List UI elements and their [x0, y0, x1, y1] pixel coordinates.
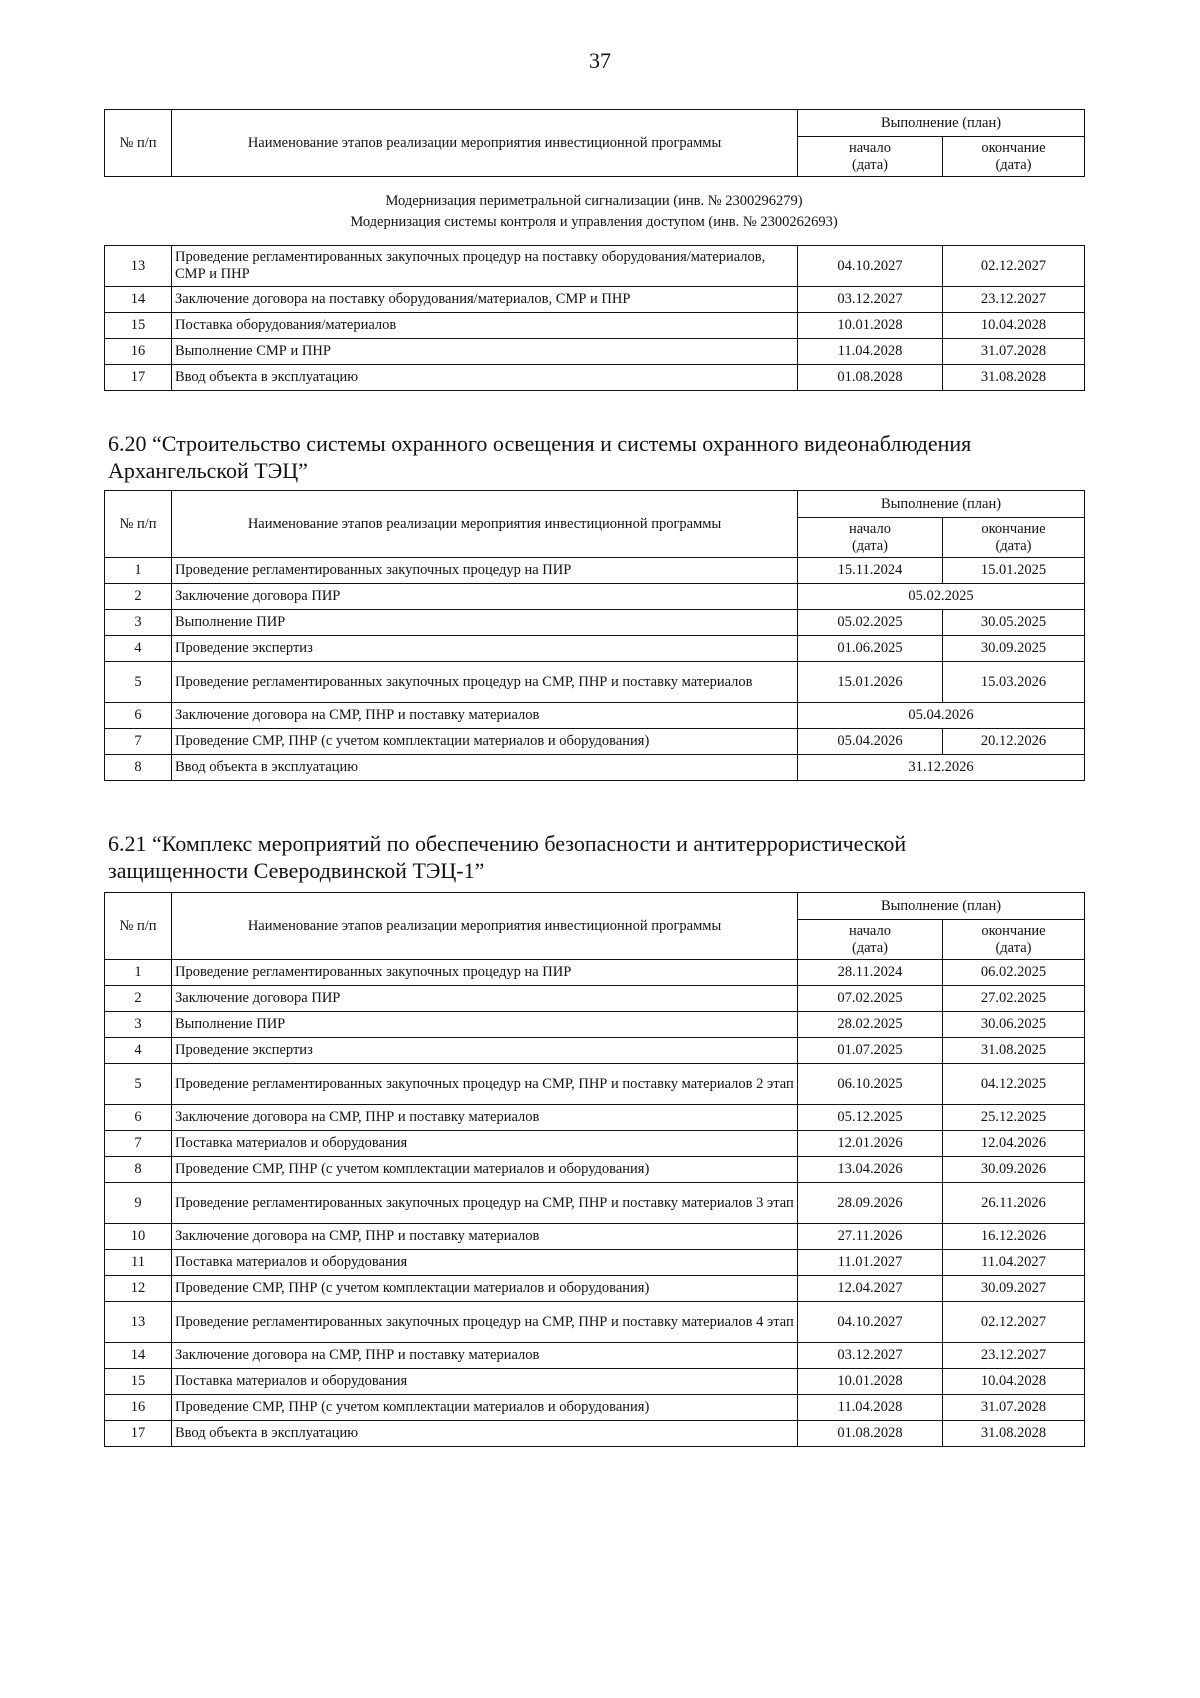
row-stage-name: Выполнение СМР и ПНР: [172, 339, 798, 365]
row-number: 1: [105, 960, 172, 986]
row-number: 6: [105, 703, 172, 729]
row-number: 16: [105, 1395, 172, 1421]
row-start-date: 01.08.2028: [798, 365, 943, 391]
row-stage-name: Проведение регламентированных закупочных процедур на СМР, ПНР и поставку материалов: [172, 662, 798, 703]
row-start-date: 15.01.2026: [798, 662, 943, 703]
table-row: [105, 313, 1085, 339]
subtitle-line: Модернизация системы контроля и управления доступом (инв. № 2300262693): [350, 214, 838, 230]
row-start-date: 04.10.2027: [798, 1302, 943, 1343]
row-number: 8: [105, 1157, 172, 1183]
table-row: [105, 558, 1085, 584]
row-stage-name: Заключение договора на поставку оборудования/материалов, СМР и ПНР: [172, 287, 798, 313]
row-number: 5: [105, 1064, 172, 1105]
row-stage-name: Поставка материалов и оборудования: [172, 1250, 798, 1276]
row-stage-name: Проведение регламентированных закупочных процедур на СМР, ПНР и поставку материалов 2 этап: [172, 1064, 798, 1105]
row-number: 13: [105, 1302, 172, 1343]
row-stage-name: Заключение договора на СМР, ПНР и поставку материалов: [172, 1343, 798, 1369]
row-start-date: 05.02.2025: [798, 610, 943, 636]
row-end-date: 12.04.2026: [943, 1131, 1085, 1157]
table-row: [105, 1302, 1085, 1343]
row-stage-name: Проведение СМР, ПНР (с учетом комплектации материалов и оборудования): [172, 1157, 798, 1183]
row-end-date: 30.09.2025: [943, 636, 1085, 662]
table-row: [105, 1131, 1085, 1157]
row-stage-name: Проведение регламентированных закупочных процедур на поставку оборудования/материалов, СМР и ПНР: [172, 246, 798, 287]
row-number: 16: [105, 339, 172, 365]
row-end-date: 25.12.2025: [943, 1105, 1085, 1131]
table-row: [105, 1369, 1085, 1395]
row-start-date: 11.04.2028: [798, 339, 943, 365]
row-number: 3: [105, 610, 172, 636]
table-row: [105, 610, 1085, 636]
row-start-date: 28.09.2026: [798, 1183, 943, 1224]
row-end-date: 15.01.2025: [943, 558, 1085, 584]
row-start-date: 06.10.2025: [798, 1064, 943, 1105]
table-row: [105, 1064, 1085, 1105]
row-start-date: 13.04.2026: [798, 1157, 943, 1183]
row-number: 7: [105, 729, 172, 755]
table-row: [105, 986, 1085, 1012]
row-end-date: 30.09.2026: [943, 1157, 1085, 1183]
row-end-date: 15.03.2026: [943, 662, 1085, 703]
row-number: 10: [105, 1224, 172, 1250]
row-date-merged: 31.12.2026: [798, 755, 1085, 781]
section-6-21-title: 6.21 “Комплекс мероприятий по обеспечению безопасности и антитеррористической защищенности Северодвинской ТЭЦ-1”: [108, 831, 907, 883]
table-row: [105, 1157, 1085, 1183]
table-row: [105, 1250, 1085, 1276]
header-execution: Выполнение (план): [798, 893, 1085, 920]
row-number: 4: [105, 636, 172, 662]
table-row: [105, 1395, 1085, 1421]
header-start: начало (дата): [798, 137, 943, 177]
table-row: [105, 755, 1085, 781]
row-number: 5: [105, 662, 172, 703]
row-start-date: 11.01.2027: [798, 1250, 943, 1276]
row-number: 2: [105, 986, 172, 1012]
table-1-header: [104, 109, 1085, 177]
row-start-date: 28.11.2024: [798, 960, 943, 986]
row-start-date: 15.11.2024: [798, 558, 943, 584]
row-start-date: 12.04.2027: [798, 1276, 943, 1302]
table-row: [105, 1105, 1085, 1131]
row-start-date: 01.06.2025: [798, 636, 943, 662]
table-row: [105, 1421, 1085, 1447]
row-end-date: 10.04.2028: [943, 1369, 1085, 1395]
row-start-date: 05.04.2026: [798, 729, 943, 755]
table-row: [105, 960, 1085, 986]
table-6-20: [104, 490, 1085, 781]
row-start-date: 03.12.2027: [798, 1343, 943, 1369]
row-stage-name: Заключение договора на СМР, ПНР и поставку материалов: [172, 1105, 798, 1131]
table-row: [105, 729, 1085, 755]
row-end-date: 30.05.2025: [943, 610, 1085, 636]
header-execution: Выполнение (план): [798, 491, 1085, 518]
row-end-date: 26.11.2026: [943, 1183, 1085, 1224]
row-stage-name: Поставка материалов и оборудования: [172, 1131, 798, 1157]
row-end-date: 02.12.2027: [943, 1302, 1085, 1343]
row-end-date: 31.08.2028: [943, 1421, 1085, 1447]
row-end-date: 31.08.2028: [943, 365, 1085, 391]
row-number: 12: [105, 1276, 172, 1302]
row-stage-name: Проведение СМР, ПНР (с учетом комплектации материалов и оборудования): [172, 1276, 798, 1302]
row-end-date: 20.12.2026: [943, 729, 1085, 755]
row-number: 1: [105, 558, 172, 584]
table-row: [105, 584, 1085, 610]
row-stage-name: Проведение экспертиз: [172, 1038, 798, 1064]
row-number: 14: [105, 287, 172, 313]
row-stage-name: Выполнение ПИР: [172, 610, 798, 636]
row-end-date: 31.08.2025: [943, 1038, 1085, 1064]
row-stage-name: Заключение договора ПИР: [172, 584, 798, 610]
row-stage-name: Проведение регламентированных закупочных процедур на ПИР: [172, 558, 798, 584]
header-end: окончание (дата): [943, 137, 1085, 177]
header-name: Наименование этапов реализации мероприятия инвестиционной программы: [172, 893, 798, 960]
table-1-body: [104, 245, 1085, 391]
table-row: [105, 339, 1085, 365]
table-row: [105, 1343, 1085, 1369]
row-end-date: 23.12.2027: [943, 287, 1085, 313]
row-date-merged: 05.04.2026: [798, 703, 1085, 729]
table-row: [105, 703, 1085, 729]
row-number: 6: [105, 1105, 172, 1131]
row-number: 15: [105, 1369, 172, 1395]
table-row: [105, 287, 1085, 313]
row-stage-name: Выполнение ПИР: [172, 1012, 798, 1038]
row-start-date: 05.12.2025: [798, 1105, 943, 1131]
row-end-date: 04.12.2025: [943, 1064, 1085, 1105]
row-number: 4: [105, 1038, 172, 1064]
row-number: 17: [105, 365, 172, 391]
header-num: № п/п: [105, 893, 172, 960]
header-end: окончание (дата): [943, 518, 1085, 558]
row-start-date: 07.02.2025: [798, 986, 943, 1012]
row-number: 17: [105, 1421, 172, 1447]
row-number: 14: [105, 1343, 172, 1369]
header-end: окончание (дата): [943, 920, 1085, 960]
row-start-date: 10.01.2028: [798, 1369, 943, 1395]
header-num: № п/п: [105, 110, 172, 177]
header-start: начало (дата): [798, 920, 943, 960]
row-end-date: 02.12.2027: [943, 246, 1085, 287]
row-start-date: 04.10.2027: [798, 246, 943, 287]
row-number: 13: [105, 246, 172, 287]
row-number: 2: [105, 584, 172, 610]
row-start-date: 03.12.2027: [798, 287, 943, 313]
row-end-date: 11.04.2027: [943, 1250, 1085, 1276]
row-number: 11: [105, 1250, 172, 1276]
table-row: [105, 1276, 1085, 1302]
table-row: [105, 662, 1085, 703]
row-start-date: 12.01.2026: [798, 1131, 943, 1157]
row-stage-name: Проведение регламентированных закупочных процедур на СМР, ПНР и поставку материалов 4 этап: [172, 1302, 798, 1343]
subtitle-line: Модернизация периметральной сигнализации (инв. № 2300296279): [385, 193, 803, 209]
row-date-merged: 05.02.2025: [798, 584, 1085, 610]
table-row: [105, 1012, 1085, 1038]
row-stage-name: Ввод объекта в эксплуатацию: [172, 755, 798, 781]
row-end-date: 27.02.2025: [943, 986, 1085, 1012]
row-start-date: 27.11.2026: [798, 1224, 943, 1250]
row-stage-name: Заключение договора ПИР: [172, 986, 798, 1012]
table-row: [105, 1224, 1085, 1250]
row-number: 7: [105, 1131, 172, 1157]
header-execution: Выполнение (план): [798, 110, 1085, 137]
header-name: Наименование этапов реализации мероприятия инвестиционной программы: [172, 491, 798, 558]
page-number: 37: [589, 48, 611, 73]
row-stage-name: Проведение регламентированных закупочных процедур на СМР, ПНР и поставку материалов 3 этап: [172, 1183, 798, 1224]
row-stage-name: Проведение регламентированных закупочных процедур на ПИР: [172, 960, 798, 986]
row-stage-name: Заключение договора на СМР, ПНР и поставку материалов: [172, 703, 798, 729]
table-row: [105, 1183, 1085, 1224]
row-stage-name: Проведение СМР, ПНР (с учетом комплектации материалов и оборудования): [172, 1395, 798, 1421]
row-start-date: 10.01.2028: [798, 313, 943, 339]
row-number: 9: [105, 1183, 172, 1224]
row-start-date: 11.04.2028: [798, 1395, 943, 1421]
row-stage-name: Заключение договора на СМР, ПНР и поставку материалов: [172, 1224, 798, 1250]
table-row: [105, 636, 1085, 662]
header-name: Наименование этапов реализации мероприятия инвестиционной программы: [172, 110, 798, 177]
row-stage-name: Проведение СМР, ПНР (с учетом комплектации материалов и оборудования): [172, 729, 798, 755]
table-row: [105, 365, 1085, 391]
row-stage-name: Поставка оборудования/материалов: [172, 313, 798, 339]
row-number: 3: [105, 1012, 172, 1038]
row-stage-name: Проведение экспертиз: [172, 636, 798, 662]
row-stage-name: Поставка материалов и оборудования: [172, 1369, 798, 1395]
row-end-date: 16.12.2026: [943, 1224, 1085, 1250]
row-number: 15: [105, 313, 172, 339]
row-start-date: 01.08.2028: [798, 1421, 943, 1447]
header-start: начало (дата): [798, 518, 943, 558]
row-start-date: 28.02.2025: [798, 1012, 943, 1038]
table-row: [105, 246, 1085, 287]
table-row: [105, 1038, 1085, 1064]
header-num: № п/п: [105, 491, 172, 558]
table-6-21: [104, 892, 1085, 1447]
row-stage-name: Ввод объекта в эксплуатацию: [172, 1421, 798, 1447]
row-number: 8: [105, 755, 172, 781]
row-end-date: 06.02.2025: [943, 960, 1085, 986]
row-start-date: 01.07.2025: [798, 1038, 943, 1064]
row-end-date: 23.12.2027: [943, 1343, 1085, 1369]
row-end-date: 10.04.2028: [943, 313, 1085, 339]
row-end-date: 31.07.2028: [943, 339, 1085, 365]
row-stage-name: Ввод объекта в эксплуатацию: [172, 365, 798, 391]
row-end-date: 30.06.2025: [943, 1012, 1085, 1038]
table-1-subtitles: [104, 191, 1084, 233]
section-6-20-title: 6.20 “Строительство системы охранного освещения и системы охранного видеонаблюдения Архангельской ТЭЦ”: [108, 431, 972, 483]
row-end-date: 31.07.2028: [943, 1395, 1085, 1421]
row-end-date: 30.09.2027: [943, 1276, 1085, 1302]
